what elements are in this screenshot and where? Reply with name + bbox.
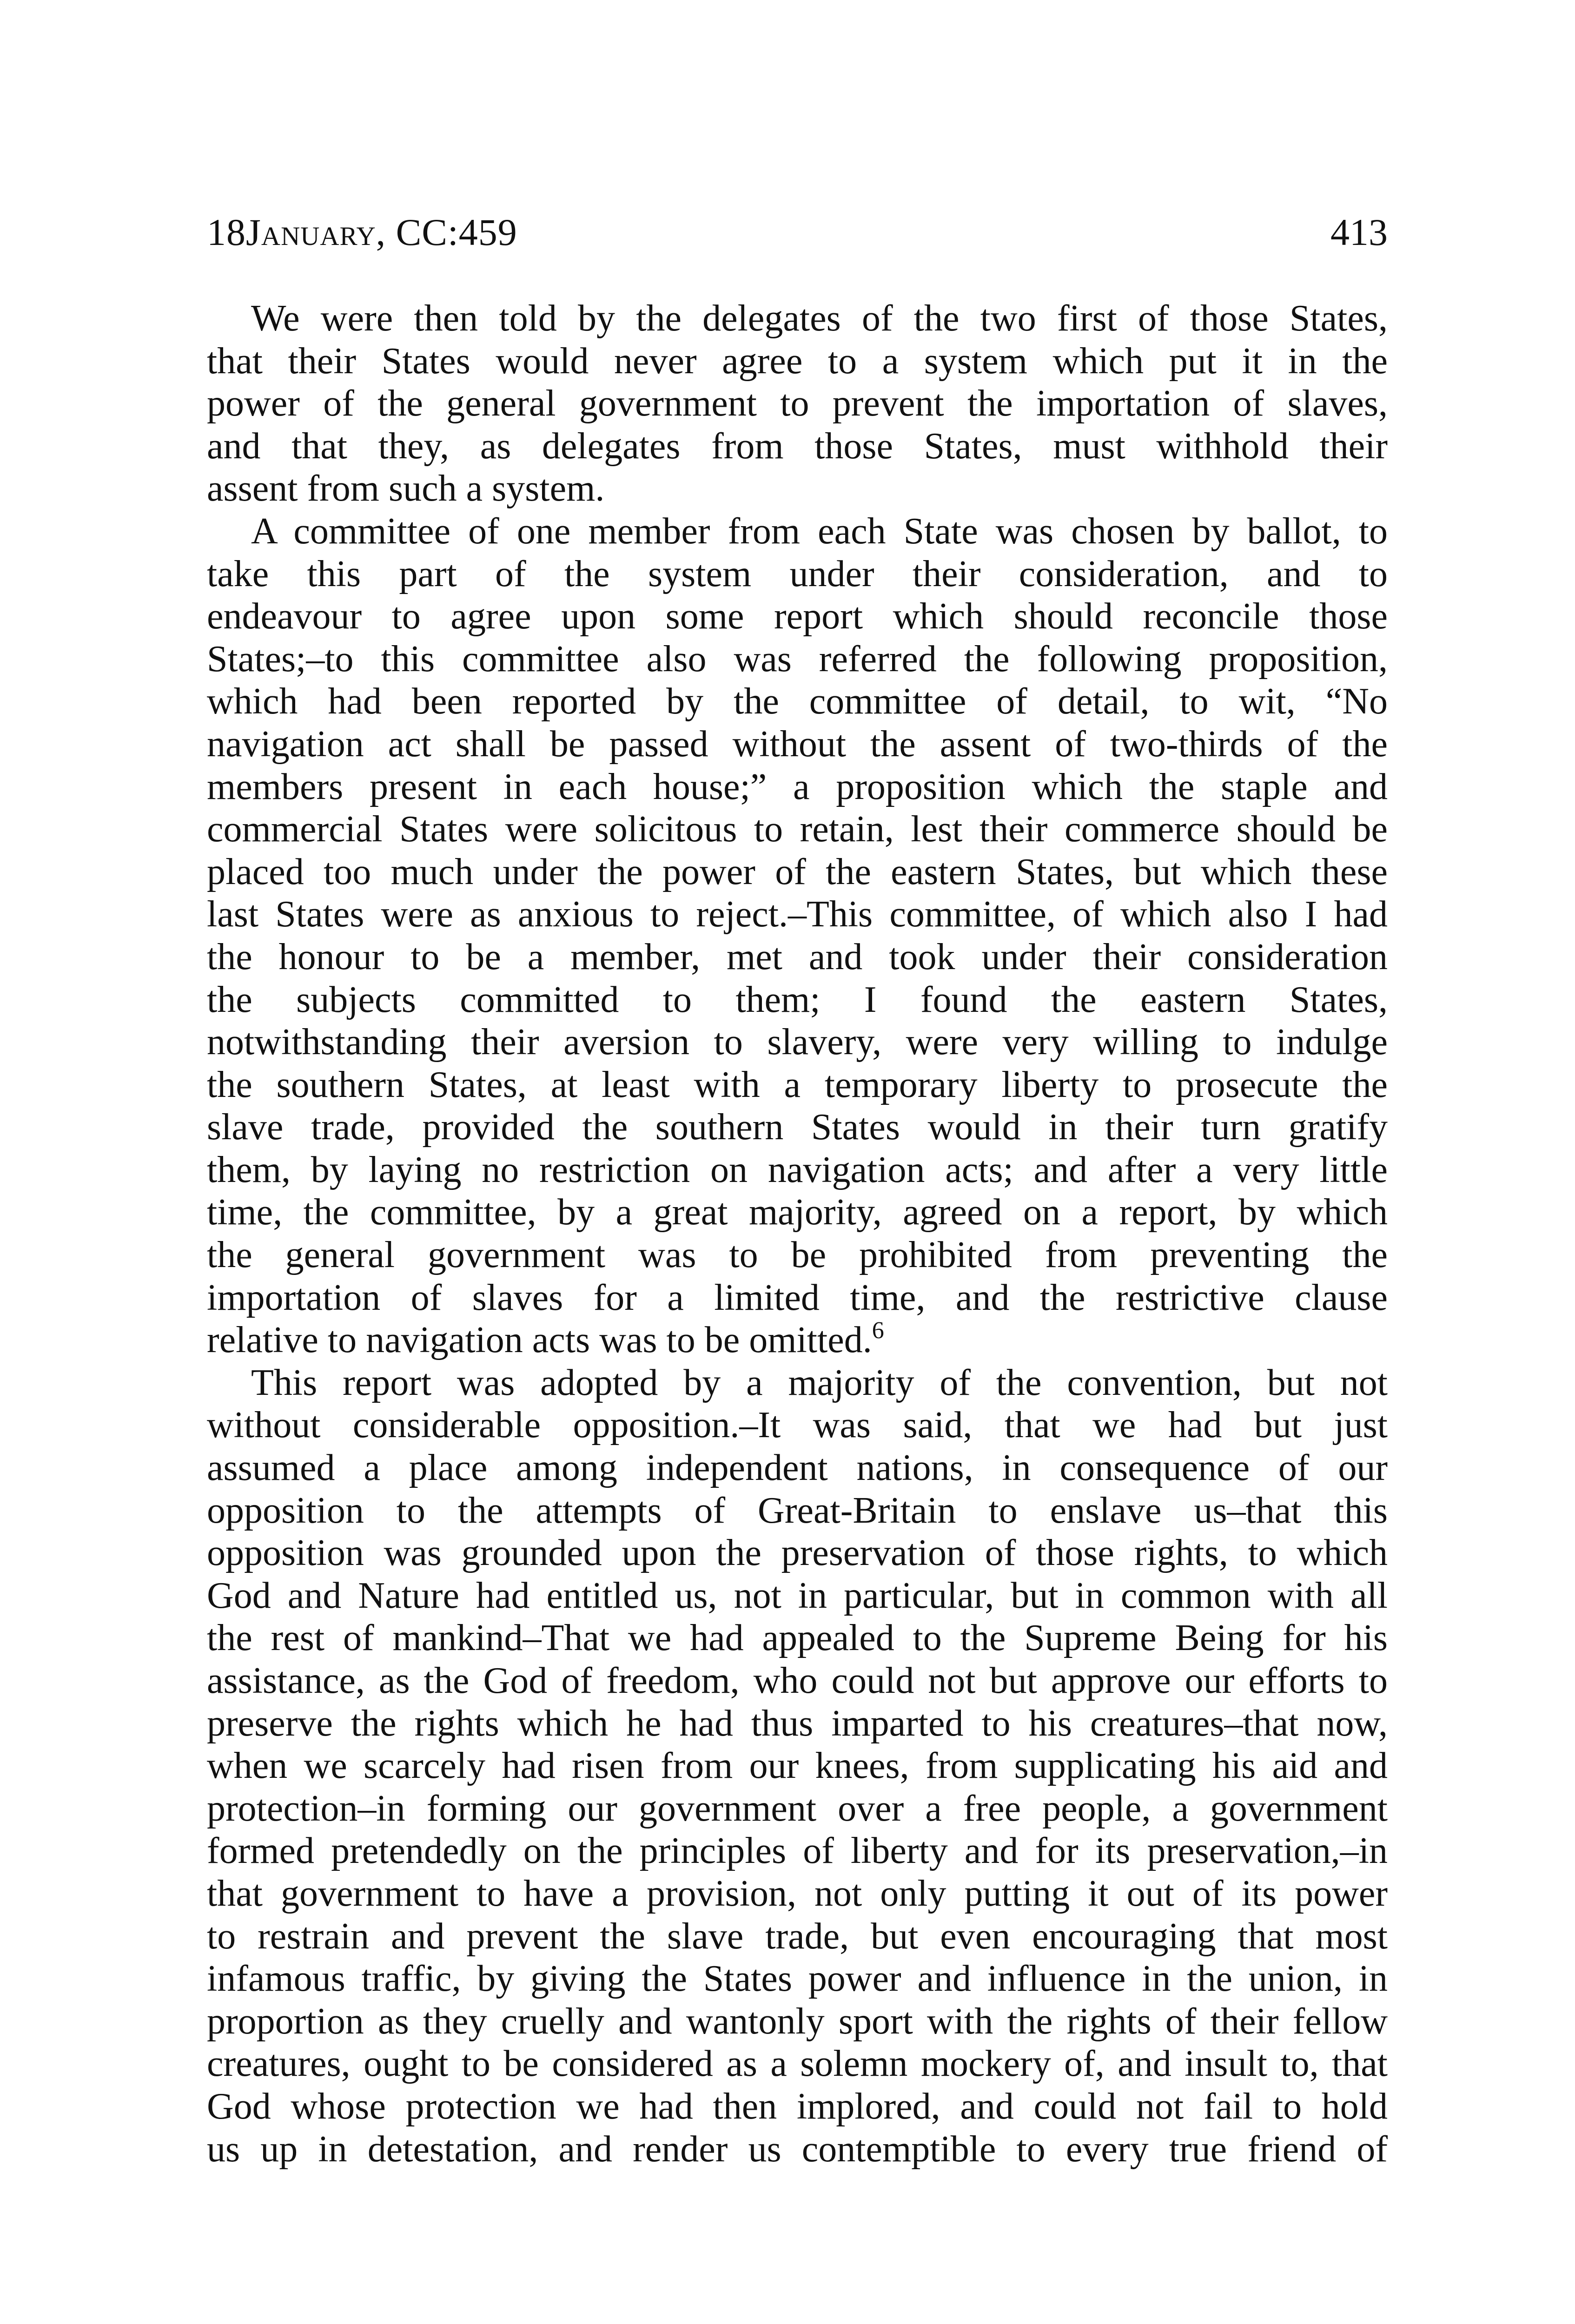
text-line: A committee of one member from each State was chosen by ballot, to bbox=[251, 510, 1388, 552]
text-line: that government to have a provision, not only putting it out of its power bbox=[207, 1873, 1388, 1914]
text-line: the southern States, at least with a temporary liberty to prosecute the bbox=[207, 1064, 1388, 1105]
text-line: to restrain and prevent the slave trade, but even encouraging that most bbox=[207, 1915, 1388, 1957]
page-number: 413 bbox=[1330, 211, 1388, 253]
text-line: and that they, as delegates from those States, must withhold their bbox=[207, 425, 1388, 467]
text-line: last States were as anxious to reject.–This committee, of which also I had bbox=[207, 894, 1388, 935]
text-line: opposition was grounded upon the preservation of those rights, to which bbox=[207, 1532, 1388, 1574]
text-line: which had been reported by the committee of detail, to wit, “No bbox=[207, 681, 1388, 722]
text-line: members present in each house;” a proposition which the staple and bbox=[207, 766, 1388, 807]
text-line: assistance, as the God of freedom, who could not but approve our efforts to bbox=[207, 1660, 1388, 1701]
text-line: protection–in forming our government over a free people, a government bbox=[207, 1788, 1388, 1829]
text-line: without considerable opposition.–It was said, that we had but just bbox=[207, 1405, 1388, 1446]
text-line: God and Nature had entitled us, not in particular, but in common with all bbox=[207, 1575, 1388, 1616]
text-line: the honour to be a member, met and took under their consideration bbox=[207, 936, 1388, 977]
text-line: proportion as they cruelly and wantonly sport with the rights of their fellow bbox=[207, 2000, 1388, 2042]
header-date-month: January bbox=[246, 211, 376, 253]
text-line: that their States would never agree to a system which put it in the bbox=[207, 340, 1388, 382]
text-line: notwithstanding their aversion to slavery, were very willing to indulge bbox=[207, 1022, 1388, 1063]
footnote-ref: 6 bbox=[872, 1317, 884, 1344]
text-line: navigation act shall be passed without the assent of two-thirds of the bbox=[207, 723, 1388, 765]
text-line: creatures, ought to be considered as a solemn mockery of, and insult to, that bbox=[207, 2043, 1388, 2085]
header-doc-id: CC:459 bbox=[396, 211, 517, 253]
text-line: take this part of the system under their consideration, and to bbox=[207, 553, 1388, 594]
text-line: importation of slaves for a limited time, and the restrictive clause bbox=[207, 1277, 1388, 1318]
text-line: slave trade, provided the southern States would in their turn gratify bbox=[207, 1107, 1388, 1148]
text-line: endeavour to agree upon some report which should reconcile those bbox=[207, 596, 1388, 637]
text-line: opposition to the attempts of Great-Britain to enslave us–that this bbox=[207, 1490, 1388, 1531]
text-line: This report was adopted by a majority of the convention, but not bbox=[251, 1362, 1388, 1403]
text-line: relative to navigation acts was to be omitted. bbox=[207, 1320, 872, 1361]
paragraph bbox=[207, 297, 1388, 510]
text-line: power of the general government to prevent the importation of slaves, bbox=[207, 383, 1388, 424]
text-line: the general government was to be prohibited from preventing the bbox=[207, 1235, 1388, 1276]
text-line: We were then told by the delegates of the two first of those States, bbox=[251, 298, 1388, 339]
text-line: assent from such a system. bbox=[207, 468, 605, 509]
text-line: the rest of mankind–That we had appealed to the Supreme Being for his bbox=[207, 1618, 1388, 1659]
text-line: God whose protection we had then implored, and could not fail to hold bbox=[207, 2086, 1388, 2127]
header-date-sep: , bbox=[376, 211, 386, 253]
running-head bbox=[207, 205, 1388, 260]
text-line: commercial States were solicitous to retain, lest their commerce should be bbox=[207, 809, 1388, 850]
text-line: States;–to this committee also was referred the following proposition, bbox=[207, 638, 1388, 680]
text-line: the subjects committed to them; I found the eastern States, bbox=[207, 979, 1388, 1020]
text-line: time, the committee, by a great majority, agreed on a report, by which bbox=[207, 1192, 1388, 1233]
text-line: them, by laying no restriction on navigation acts; and after a very little bbox=[207, 1149, 1388, 1190]
text-line: infamous traffic, by giving the States power and influence in the union, in bbox=[207, 1958, 1388, 2000]
running-head-left bbox=[207, 205, 517, 260]
text-line: placed too much under the power of the eastern States, but which these bbox=[207, 851, 1388, 892]
text-line: assumed a place among independent nations, in consequence of our bbox=[207, 1447, 1388, 1489]
text-line-with-footnote bbox=[207, 1319, 1388, 1362]
text-line: us up in detestation, and render us contemptible to every true friend of bbox=[207, 2128, 1388, 2170]
body-text bbox=[207, 297, 1388, 2194]
text-line: when we scarcely had risen from our knees, from supplicating his aid and bbox=[207, 1745, 1388, 1787]
header-date-num: 18 bbox=[207, 211, 246, 253]
text-line: preserve the rights which he had thus imparted to his creatures–that now, bbox=[207, 1703, 1388, 1744]
paragraph bbox=[207, 510, 1388, 1362]
paragraph bbox=[207, 1362, 1388, 2171]
text-line: formed pretendedly on the principles of liberty and for its preservation,–in bbox=[207, 1830, 1388, 1872]
